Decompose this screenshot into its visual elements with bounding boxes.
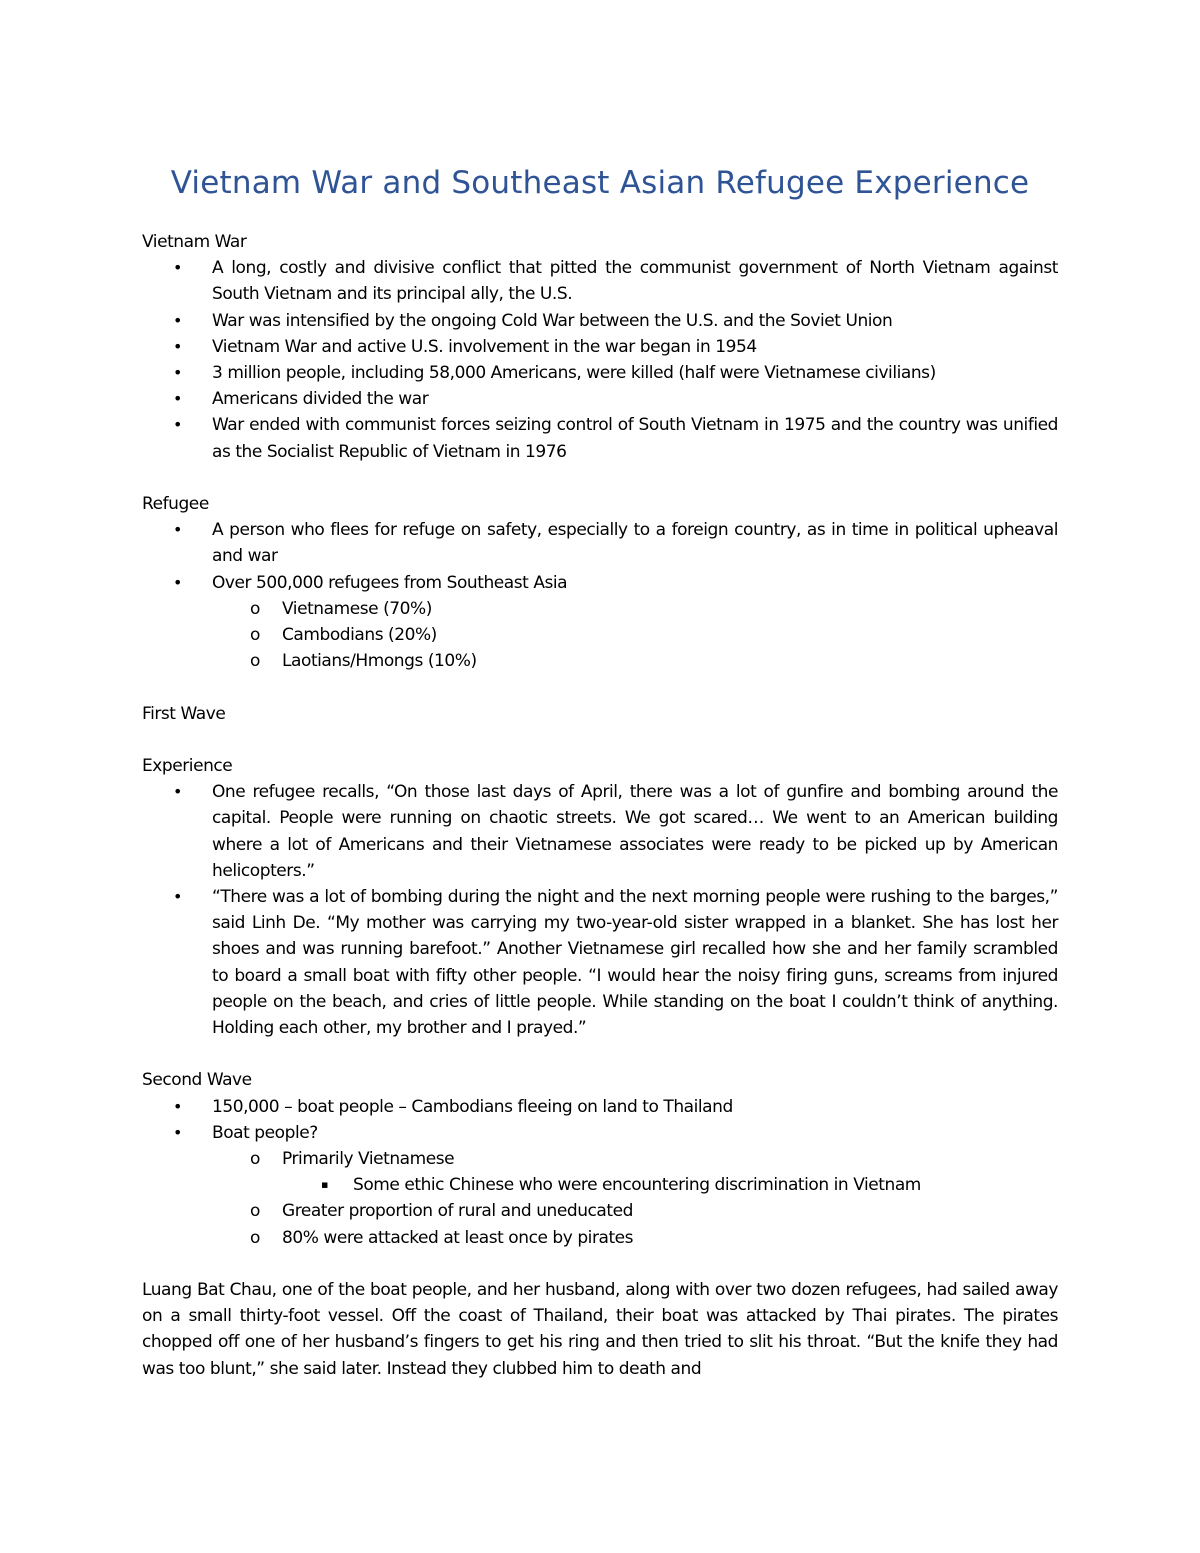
bullet-icon: • xyxy=(173,363,182,383)
circle-bullet-icon: o xyxy=(250,1227,260,1248)
list-item-text: 3 million people, including 58,000 Americans, were killed (half were Vietnamese civilians) xyxy=(212,363,936,384)
sub-list-item-text: Primarily Vietnamese xyxy=(282,1149,455,1170)
list-item-text: A long, costly and divisive conflict that pitted the communist government of North Vietnam against South Vietnam and its principal ally, the U.S. xyxy=(212,258,1058,305)
sub-sub-list-item xyxy=(142,1172,1058,1198)
sub-list-item-text: Laotians/Hmongs (10%) xyxy=(282,651,477,672)
paragraph-gap xyxy=(142,1041,1058,1067)
sub-list-item xyxy=(142,596,1058,622)
list-item xyxy=(142,517,1058,569)
circle-bullet-icon: o xyxy=(250,1201,260,1222)
bullet-icon: • xyxy=(173,336,182,356)
list-item xyxy=(142,360,1058,386)
bullet-icon: • xyxy=(173,887,182,907)
sub-list-item-text: Vietnamese (70%) xyxy=(282,598,432,619)
list-item-text: “There was a lot of bombing during the night and the next morning people were rushing to the barges,” said Linh De. “My mother was carrying my two-year-old sister wrapped in a blanket. She has lost her shoes and was running barefoot.” Another Vietnamese girl recalled how she and her family scrambled to board a small boat with fifty other people. “I would hear the noisy firing guns, screams from injured people on the beach, and cries of little people. While standing on the boat I couldn’t think of anything. Holding each other, my brother and I prayed.” xyxy=(212,887,1058,1039)
section-heading-experience: Experience xyxy=(142,756,233,777)
section-heading-first-wave: First Wave xyxy=(142,703,226,724)
list-item-text: Over 500,000 refugees from Southeast Asia xyxy=(212,572,568,593)
list-item xyxy=(142,884,1058,1041)
second-wave-list xyxy=(142,1094,1058,1251)
section-heading-refugee: Refugee xyxy=(142,494,209,515)
bullet-icon: • xyxy=(173,1096,182,1116)
sub-list-item xyxy=(142,1198,1058,1224)
list-item xyxy=(142,255,1058,307)
sub-list-item xyxy=(142,1146,1058,1172)
closing-paragraph: Luang Bat Chau, one of the boat people, and her husband, along with over two dozen refugees, had sailed away on a small thirty-foot vessel. Off the coast of Thailand, their boat was attacked by Thai pirates. The pirates chopped off one of her husband’s fingers to get his ring and then tried to slit his throat. “But the knife they had was too blunt,” she said later. Instead they clubbed him to death and xyxy=(142,1280,1058,1379)
bullet-icon: • xyxy=(173,415,182,435)
list-item-text: 150,000 – boat people – Cambodians fleeing on land to Thailand xyxy=(212,1096,733,1117)
sub-list-item-text: 80% were attacked at least once by pirates xyxy=(282,1227,634,1248)
sub-sub-list-item-text: Some ethic Chinese who were encountering discrimination in Vietnam xyxy=(353,1175,921,1196)
experience-list xyxy=(142,779,1058,1041)
document-body xyxy=(142,229,1058,1382)
bullet-icon: • xyxy=(173,1122,182,1142)
sub-list-item-text: Cambodians (20%) xyxy=(282,625,437,646)
list-item xyxy=(142,386,1058,412)
circle-bullet-icon: o xyxy=(250,598,260,619)
list-item-text: One refugee recalls, “On those last days of April, there was a lot of gunfire and bombing around the capital. People were running on chaotic streets. We got scared… We went to an American building where a lot of Americans and their Vietnamese associates were ready to be picked up by American helicopters.” xyxy=(212,782,1058,881)
sub-list-item-text: Greater proportion of rural and uneducated xyxy=(282,1201,633,1222)
list-item xyxy=(142,412,1058,464)
paragraph-gap xyxy=(142,465,1058,491)
list-item xyxy=(142,334,1058,360)
paragraph-gap xyxy=(142,727,1058,753)
refugee-list xyxy=(142,517,1058,674)
paragraph-gap xyxy=(142,1251,1058,1277)
circle-bullet-icon: o xyxy=(250,651,260,672)
section-heading-second-wave: Second Wave xyxy=(142,1070,252,1091)
list-item xyxy=(142,570,1058,596)
bullet-icon: • xyxy=(173,520,182,540)
sub-list-item xyxy=(142,622,1058,648)
bullet-icon: • xyxy=(173,258,182,278)
list-item-text: A person who flees for refuge on safety, especially to a foreign country, as in time in political upheaval and war xyxy=(212,520,1058,567)
list-item xyxy=(142,1120,1058,1146)
bullet-icon: • xyxy=(173,310,182,330)
list-item-text: Boat people? xyxy=(212,1122,318,1143)
bullet-icon: • xyxy=(173,782,182,802)
bullet-icon: • xyxy=(173,572,182,592)
section-heading-vietnam-war: Vietnam War xyxy=(142,232,247,252)
list-item-text: Vietnam War and active U.S. involvement in the war began in 1954 xyxy=(212,336,757,357)
bullet-icon: • xyxy=(173,389,182,409)
sub-list-item xyxy=(142,1225,1058,1251)
paragraph-gap xyxy=(142,674,1058,700)
circle-bullet-icon: o xyxy=(250,625,260,646)
square-bullet-icon: ▪ xyxy=(321,1178,329,1192)
document-title: Vietnam War and Southeast Asian Refugee Experience xyxy=(170,165,1030,201)
list-item-text: War ended with communist forces seizing control of South Vietnam in 1975 and the country was unified as the Socialist Republic of Vietnam in 1976 xyxy=(212,415,1058,462)
sub-list-item xyxy=(142,648,1058,674)
vietnam-war-list xyxy=(142,255,1058,465)
list-item xyxy=(142,308,1058,334)
circle-bullet-icon: o xyxy=(250,1149,260,1170)
list-item xyxy=(142,1094,1058,1120)
list-item-text: Americans divided the war xyxy=(212,389,429,410)
list-item xyxy=(142,779,1058,884)
list-item-text: War was intensified by the ongoing Cold War between the U.S. and the Soviet Union xyxy=(212,310,893,331)
